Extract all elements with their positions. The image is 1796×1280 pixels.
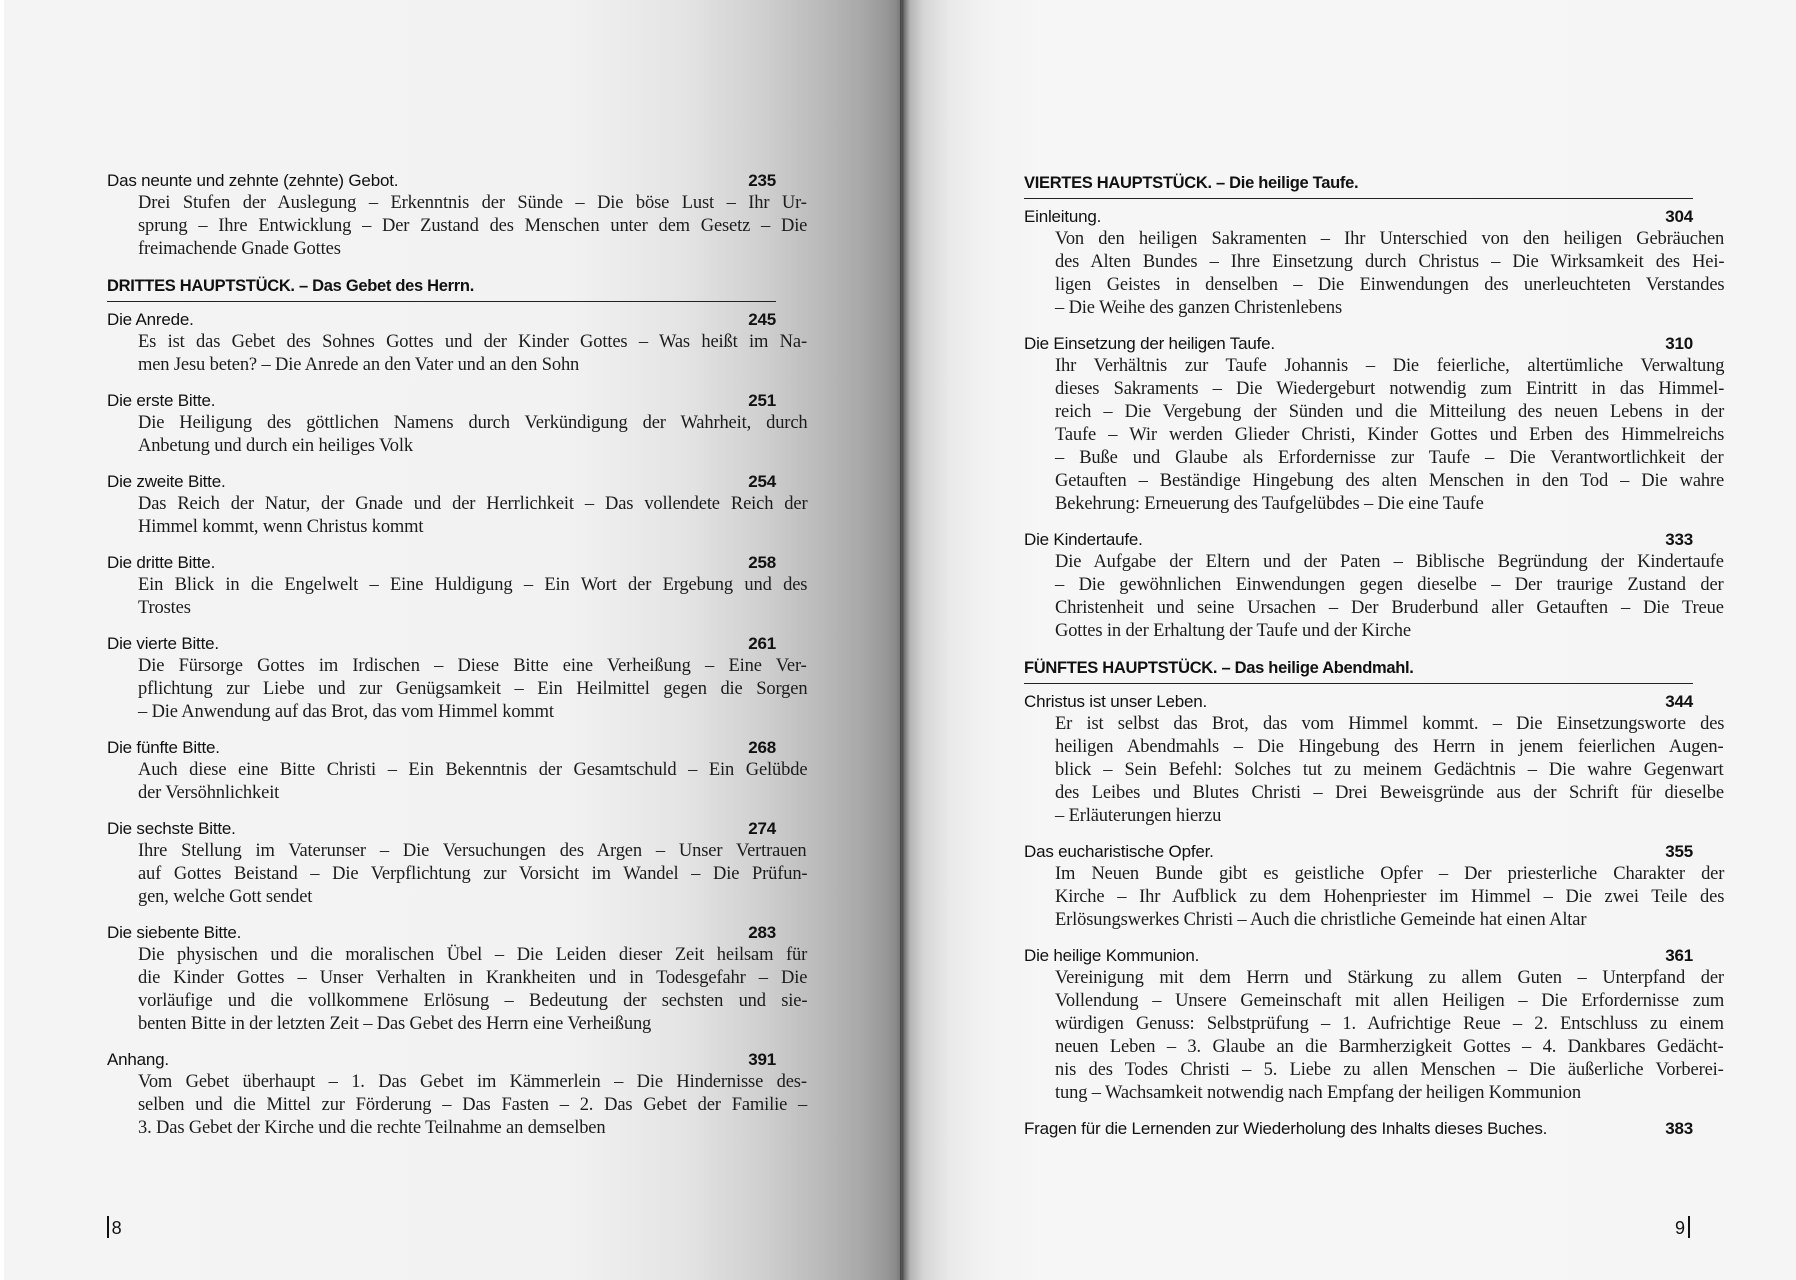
description-line: Taufe – Wir werden Glieder Christi, Kinder Gottes und Erben des Himmelreichs xyxy=(1055,425,1725,445)
description-line: Vollendung – Unsere Gemeinschaft mit allen Heiligen – Die Erfordernisse zum xyxy=(1055,991,1725,1011)
toc-entry[interactable] xyxy=(107,308,807,377)
toc-entry-description xyxy=(107,493,808,539)
toc-entry-title[interactable]: Die sechste Bitte. xyxy=(107,819,236,838)
description-line: reich – Die Vergebung der Sünden und die Mitteilung des neuen Lebens in der xyxy=(1055,402,1725,422)
toc-entry-description xyxy=(107,192,808,261)
toc-entry-title[interactable]: Anhang. xyxy=(107,1050,169,1069)
section-title: VIERTES HAUPTSTÜCK. – Die heilige Taufe. xyxy=(1024,174,1359,192)
description-line: Die Fürsorge Gottes im Irdischen – Diese Bitte eine Verheißung – Eine Ver- xyxy=(138,656,807,676)
page-number-bar xyxy=(1688,1216,1690,1238)
description-line: Die Aufgabe der Eltern und der Paten – Biblische Begründung der Kindertaufe xyxy=(1055,552,1724,572)
toc-entry-description xyxy=(107,655,808,724)
toc-entry-header[interactable] xyxy=(107,632,776,655)
toc-page-number[interactable]: 245 xyxy=(748,310,776,329)
section-title: DRITTES HAUPTSTÜCK. – Das Gebet des Herrn. xyxy=(107,277,474,295)
toc-page-number[interactable]: 355 xyxy=(1665,842,1693,861)
toc-entry-description xyxy=(107,574,808,620)
toc-entry[interactable] xyxy=(107,1048,808,1140)
toc-entry-title[interactable]: Die dritte Bitte. xyxy=(107,553,216,572)
description-line: – Die Anwendung auf das Brot, das vom Himmel kommt xyxy=(138,702,554,722)
toc-entry-header[interactable] xyxy=(1024,205,1693,228)
description-line: des Alten Bundes – Ihre Einsetzung durch Christus – Die Wirksamkeit des Hei- xyxy=(1055,252,1725,272)
section-divider xyxy=(107,301,776,302)
toc-entry-header[interactable] xyxy=(1024,528,1693,551)
book-gutter xyxy=(900,0,904,1280)
toc-entry-title[interactable]: Die fünfte Bitte. xyxy=(107,738,220,757)
description-line: neuen Leben – 3. Glaube an die Barmherzigkeit Gottes – 4. Dankbares Gedächt- xyxy=(1055,1037,1724,1057)
page-number-bar xyxy=(107,1216,109,1238)
toc-entry-description xyxy=(107,944,808,1036)
description-line: Christenheit und seine Ursachen – Der Bruderbund aller Getauften – Die Treue xyxy=(1055,598,1724,618)
toc-entry-title[interactable]: Die erste Bitte. xyxy=(107,391,216,410)
description-line: Getauften – Beständige Hingebung des alten Menschen in den Tod – Die wahre xyxy=(1055,471,1725,491)
description-line: selben und die Mittel zur Förderung – Das Fasten – 2. Das Gebet der Familie – xyxy=(138,1095,808,1115)
toc-entry-description xyxy=(1024,863,1725,932)
description-line: Das Reich der Natur, der Gnade und der Herrlichkeit – Das vollendete Reich der xyxy=(138,494,808,514)
description-line: Es ist das Gebet des Sohnes Gottes und der Kinder Gottes – Was heißt im Na- xyxy=(138,332,807,352)
description-line: Die Heiligung des göttlichen Namens durch Verkündigung der Wahrheit, durch xyxy=(138,413,808,433)
toc-page-number[interactable]: 261 xyxy=(748,634,776,653)
toc-entry-title[interactable]: Das eucharistische Opfer. xyxy=(1024,842,1214,861)
toc-page-number[interactable]: 344 xyxy=(1665,692,1693,711)
toc-page-number[interactable]: 383 xyxy=(1665,1119,1693,1138)
description-line: vorläufige und die vollkommene Erlösung – Bedeutung der sechsten und sie- xyxy=(138,991,808,1011)
description-line: des Leibes und Blutes Christi – Drei Beweisgründe aus der Schrift für dieselbe xyxy=(1055,783,1724,803)
toc-entry-title[interactable]: Die siebente Bitte. xyxy=(107,923,242,942)
left-page-toc xyxy=(107,169,808,1152)
toc-entry-header[interactable] xyxy=(107,1048,776,1071)
description-line: men Jesu beten? – Die Anrede an den Vater und an den Sohn xyxy=(138,355,580,375)
toc-entry-title[interactable]: Die zweite Bitte. xyxy=(107,472,226,491)
toc-entry-header[interactable] xyxy=(107,470,776,493)
toc-entry[interactable] xyxy=(1024,690,1725,828)
description-line: – Die gewöhnlichen Einwendungen gegen dieselbe – Der traurige Zustand der xyxy=(1055,575,1724,595)
toc-entry-description xyxy=(107,840,808,909)
toc-page-number[interactable]: 251 xyxy=(748,391,776,410)
toc-entry[interactable] xyxy=(1024,205,1725,320)
toc-entry-title[interactable]: Die vierte Bitte. xyxy=(107,634,219,653)
description-line: nis des Todes Christi – 5. Liebe zu allen Menschen – Die äußerliche Vorberei- xyxy=(1055,1060,1724,1080)
toc-page-number[interactable]: 274 xyxy=(748,819,776,838)
toc-entry[interactable] xyxy=(107,632,808,724)
toc-entry[interactable] xyxy=(107,921,808,1036)
page-number-left xyxy=(107,1216,122,1240)
toc-page-number[interactable]: 391 xyxy=(748,1050,776,1069)
description-line: Ein Blick in die Engelwelt – Eine Huldigung – Ein Wort der Ergebung und des xyxy=(138,575,808,595)
page-number-text: 8 xyxy=(111,1218,122,1238)
toc-entry[interactable] xyxy=(1024,840,1725,932)
section-divider xyxy=(1024,198,1693,199)
toc-entry-header[interactable] xyxy=(107,169,776,192)
description-line: 3. Das Gebet der Kirche und die rechte Teilnahme an demselben xyxy=(138,1118,606,1138)
description-line: ligen Geistes in denselben – Die Einwendungen des unerleuchteten Verstandes xyxy=(1055,275,1725,295)
description-line: Erlösungswerkes Christi – Auch die christliche Gemeinde hat einen Altar xyxy=(1055,910,1587,930)
description-line: – Erläuterungen hierzu xyxy=(1055,806,1222,826)
toc-entry[interactable] xyxy=(1024,528,1724,643)
description-line: Die physischen und die moralischen Übel – Die Leiden dieser Zeit heilsam für xyxy=(138,945,808,965)
description-line: – Buße und Glaube als Erfordernisse zur Taufe – Die Verantwortlichkeit der xyxy=(1055,448,1724,468)
description-line: die Kinder Gottes – Unser Verhalten in Krankheiten und in Todesgefahr – Die xyxy=(138,968,808,988)
toc-entry-header[interactable] xyxy=(107,551,776,574)
right-page-toc xyxy=(1024,172,1725,1152)
toc-entry[interactable] xyxy=(1024,944,1725,1105)
toc-entry-title[interactable]: Einleitung. xyxy=(1024,207,1102,226)
toc-page-number[interactable]: 333 xyxy=(1665,530,1693,549)
description-line: dieses Sakraments – Die Wiedergeburt notwendig zum Eintritt in das Himmel- xyxy=(1055,379,1725,399)
toc-entry-title[interactable]: Die Kindertaufe. xyxy=(1024,530,1143,549)
toc-page-number[interactable]: 235 xyxy=(748,171,776,190)
description-line: Vom Gebet überhaupt – 1. Das Gebet im Kämmerlein – Die Hindernisse des- xyxy=(138,1072,807,1092)
toc-entry-header[interactable] xyxy=(1024,840,1693,863)
description-line: blick – Sein Befehl: Solches tut zu meinem Gedächtnis – Die wahre Gegenwart xyxy=(1055,760,1724,780)
section-heading xyxy=(107,275,776,302)
toc-entry[interactable] xyxy=(107,817,808,909)
toc-entry-description xyxy=(1024,355,1725,516)
page-number-right xyxy=(1675,1216,1690,1240)
description-line: heiligen Abendmahls – Die Hingebung des Herrn in jenem feierlichen Augen- xyxy=(1055,737,1724,757)
toc-page-number[interactable]: 254 xyxy=(748,472,776,491)
toc-entry-title[interactable]: Fragen für die Lernenden zur Wiederholung des Inhalts dieses Buches. xyxy=(1024,1119,1548,1138)
description-line: tung – Wachsamkeit notwendig nach Empfang der heiligen Kommunion xyxy=(1055,1083,1581,1103)
toc-entry-header[interactable] xyxy=(1024,1117,1693,1140)
toc-page-number[interactable]: 283 xyxy=(748,923,776,942)
toc-entry-description xyxy=(107,1071,808,1140)
toc-entry[interactable] xyxy=(107,551,808,620)
description-line: Von den heiligen Sakramenten – Ihr Unterschied von den heiligen Gebräuchen xyxy=(1055,229,1725,249)
toc-entry-header[interactable] xyxy=(107,921,776,944)
toc-entry[interactable] xyxy=(107,389,808,458)
toc-entry-header[interactable] xyxy=(1024,690,1693,713)
description-line: benten Bitte in der letzten Zeit – Das Gebet des Herrn eine Verheißung xyxy=(138,1014,652,1034)
section-heading xyxy=(1024,657,1693,684)
description-line: Bekehrung: Erneuerung des Taufgelübdes – Die eine Taufe xyxy=(1055,494,1484,514)
toc-entry-title[interactable]: Die Einsetzung der heiligen Taufe. xyxy=(1024,334,1275,353)
toc-entry[interactable] xyxy=(1024,1117,1693,1140)
toc-page-number[interactable]: 268 xyxy=(748,738,776,757)
toc-entry-title[interactable]: Christus ist unser Leben. xyxy=(1024,692,1208,711)
description-line: gen, welche Gott sendet xyxy=(138,887,313,907)
toc-entry-header[interactable] xyxy=(107,736,776,759)
toc-entry-description xyxy=(1024,713,1725,828)
description-line: auf Gottes Beistand – Die Verpflichtung zur Vorsicht im Wandel – Die Prüfun- xyxy=(138,864,808,884)
description-line: freimachende Gnade Gottes xyxy=(138,239,341,259)
toc-entry[interactable] xyxy=(1024,332,1725,516)
toc-entry-description xyxy=(1024,551,1724,643)
toc-page-number[interactable]: 310 xyxy=(1665,334,1693,353)
toc-entry-description xyxy=(107,412,808,458)
toc-entry-title[interactable]: Das neunte und zehnte (zehnte) Gebot. xyxy=(107,171,399,190)
toc-entry-header[interactable] xyxy=(107,389,776,412)
description-line: der Versöhnlichkeit xyxy=(138,783,280,803)
toc-entry-header[interactable] xyxy=(107,817,776,840)
description-line: Kirche – Ihr Aufblick zu dem Hohenpriester im Himmel – Die zwei Teile des xyxy=(1055,887,1725,907)
toc-entry-header[interactable] xyxy=(107,308,776,331)
toc-entry-description xyxy=(107,331,807,377)
toc-entry-description xyxy=(1024,967,1725,1105)
toc-entry[interactable] xyxy=(107,470,808,539)
description-line: Ihre Stellung im Vaterunser – Die Versuchungen des Argen – Unser Vertrauen xyxy=(138,841,807,861)
section-heading xyxy=(1024,172,1693,199)
description-line: Auch diese eine Bitte Christi – Ein Bekenntnis der Gesamtschuld – Ein Gelübde xyxy=(138,760,808,780)
description-line: Im Neuen Bunde gibt es geistliche Opfer – Der priesterliche Charakter der xyxy=(1055,864,1725,884)
description-line: würdigen Genuss: Selbstprüfung – 1. Aufrichtige Reue – 2. Entschluss zu einem xyxy=(1055,1014,1724,1034)
description-line: Himmel kommt, wenn Christus kommt xyxy=(138,517,424,537)
section-title: FÜNFTES HAUPTSTÜCK. – Das heilige Abendmahl. xyxy=(1024,659,1414,677)
description-line: Anbetung und durch ein heiliges Volk xyxy=(138,436,413,456)
toc-entry[interactable] xyxy=(107,736,808,805)
toc-entry-header[interactable] xyxy=(1024,944,1693,967)
description-line: sprung – Ihre Entwicklung – Der Zustand des Menschen unter dem Gesetz – Die xyxy=(138,216,808,236)
toc-page-number[interactable]: 361 xyxy=(1665,946,1693,965)
description-line: Ihr Verhältnis zur Taufe Johannis – Die feierliche, altertümliche Verwaltung xyxy=(1055,356,1725,376)
toc-entry-description xyxy=(1024,228,1725,320)
page-number-text: 9 xyxy=(1675,1218,1686,1238)
toc-page-number[interactable]: 304 xyxy=(1665,207,1693,226)
description-line: Drei Stufen der Auslegung – Erkenntnis der Sünde – Die böse Lust – Ihr Ur- xyxy=(138,193,807,213)
toc-entry-title[interactable]: Die heilige Kommunion. xyxy=(1024,946,1200,965)
toc-page-number[interactable]: 258 xyxy=(748,553,776,572)
toc-entry-title[interactable]: Die Anrede. xyxy=(107,310,194,329)
description-line: pflichtung zur Liebe und zur Genügsamkeit – Ein Heilmittel gegen die Sorgen xyxy=(138,679,808,699)
section-divider xyxy=(1024,683,1693,684)
description-line: Er ist selbst das Brot, das vom Himmel kommt. – Die Einsetzungsworte des xyxy=(1055,714,1725,734)
description-line: Trostes xyxy=(138,598,191,618)
toc-entry[interactable] xyxy=(107,169,808,261)
description-line: Vereinigung mit dem Herrn und Stärkung zu allem Guten – Unterpfand der xyxy=(1055,968,1724,988)
toc-entry-header[interactable] xyxy=(1024,332,1693,355)
description-line: – Die Weihe des ganzen Christenlebens xyxy=(1055,298,1342,318)
toc-entry-description xyxy=(107,759,808,805)
description-line: Gottes in der Erhaltung der Taufe und der Kirche xyxy=(1055,621,1411,641)
